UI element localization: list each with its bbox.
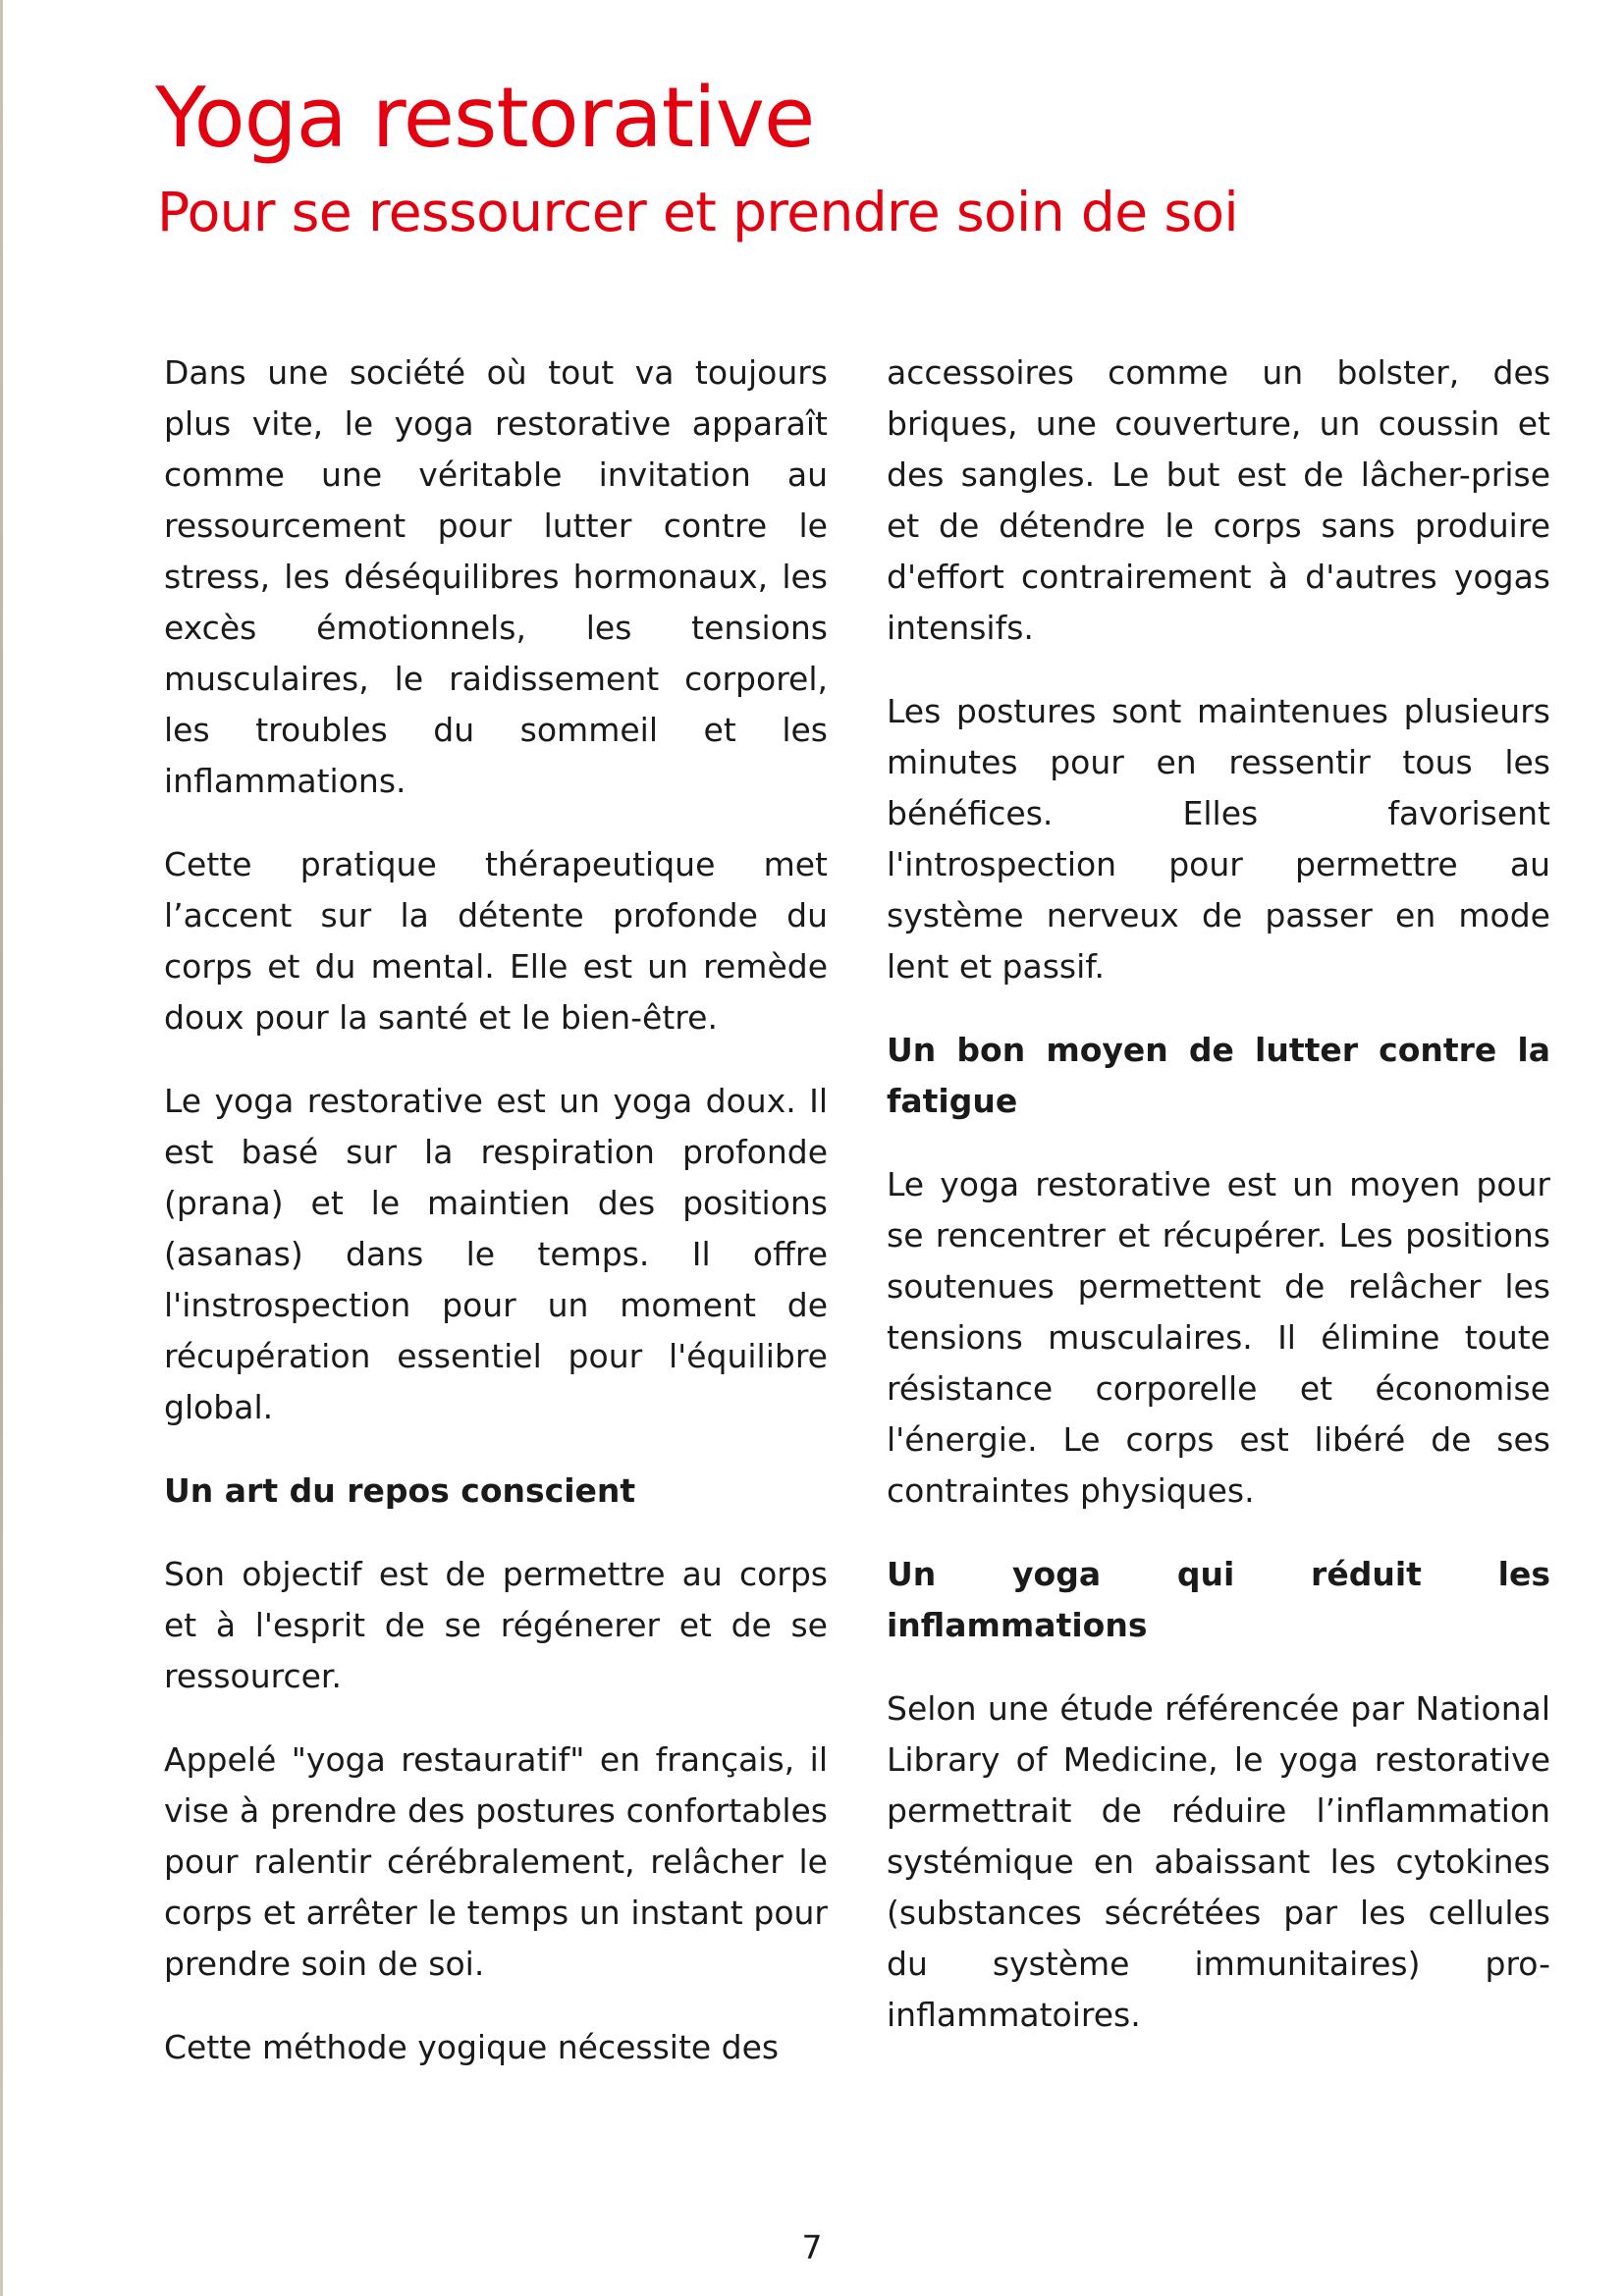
section-heading: Un art du repos conscient: [164, 1471, 636, 1510]
left-column: [164, 347, 828, 2106]
paragraph: Les postures sont maintenues plusieurs minutes pour en ressentir tous les bénéfices. Elles favorisent l'introspection pour permettre au système nerveux de passer en mode lent et passif.: [887, 692, 1550, 986]
paragraph: Son objectif est de permettre au corps et à l'esprit de se régénerer et de se ressourcer.: [164, 1555, 828, 1695]
page-title: Yoga restorative: [155, 70, 815, 167]
paragraph: Cette pratique thérapeutique met l’accent sur la détente profonde du corps et du mental. Elle est un remède doux pour la santé et le bien-être.: [164, 845, 828, 1037]
paragraph: Selon une étude référencée par National Library of Medicine, le yoga restorative permettrait de réduire l’inflammation systémique en abaissant les cytokines (substances sécrétées par les cellules du système immunitaires) pro-inflammatoires.: [887, 1689, 1550, 2034]
section-heading: Un bon moyen de lutter contre la fatigue: [887, 1031, 1550, 1120]
paragraph: Cette méthode yogique nécessite des: [164, 2028, 780, 2066]
paragraph: Le yoga restorative est un yoga doux. Il est basé sur la respiration profonde (prana) et le maintien des positions (asanas) dans le temps. Il offre l'instrospection pour un moment de récupération essentiel pour l'équilibre global.: [164, 1082, 828, 1426]
page-edge-line: [0, 0, 3, 2296]
right-column: [887, 347, 1550, 2073]
paragraph: accessoires comme un bolster, des briques, une couverture, un coussin et des sangles. Le but est de lâcher-prise et de détendre le corps sans produire d'effort contrairement à d'autres yogas intensifs.: [887, 353, 1550, 647]
page-subtitle: Pour se ressourcer et prendre soin de soi: [157, 181, 1239, 243]
paragraph: Dans une société où tout va toujours plus vite, le yoga restorative apparaît comme une véritable invitation au ressourcement pour lutter contre le stress, les déséquilibres hormonaux, les excès émotionnels, les tensions musculaires, le raidissement corporel, les troubles du sommeil et les inflammations.: [164, 353, 828, 800]
section-heading: Un yoga qui réduit les inflammations: [887, 1555, 1550, 1644]
page-number: 7: [801, 2228, 823, 2267]
paragraph: Appelé "yoga restauratif" en français, il vise à prendre des postures confortables pour ralentir cérébralement, relâcher le corps et arrêter le temps un instant pour prendre soin de soi.: [164, 1740, 828, 1983]
paragraph: Le yoga restorative est un moyen pour se rencentrer et récupérer. Les positions soutenues permettent de relâcher les tensions musculaires. Il élimine toute résistance corporelle et économise l'énergie. Le corps est libéré de ses contraintes physiques.: [887, 1165, 1550, 1510]
